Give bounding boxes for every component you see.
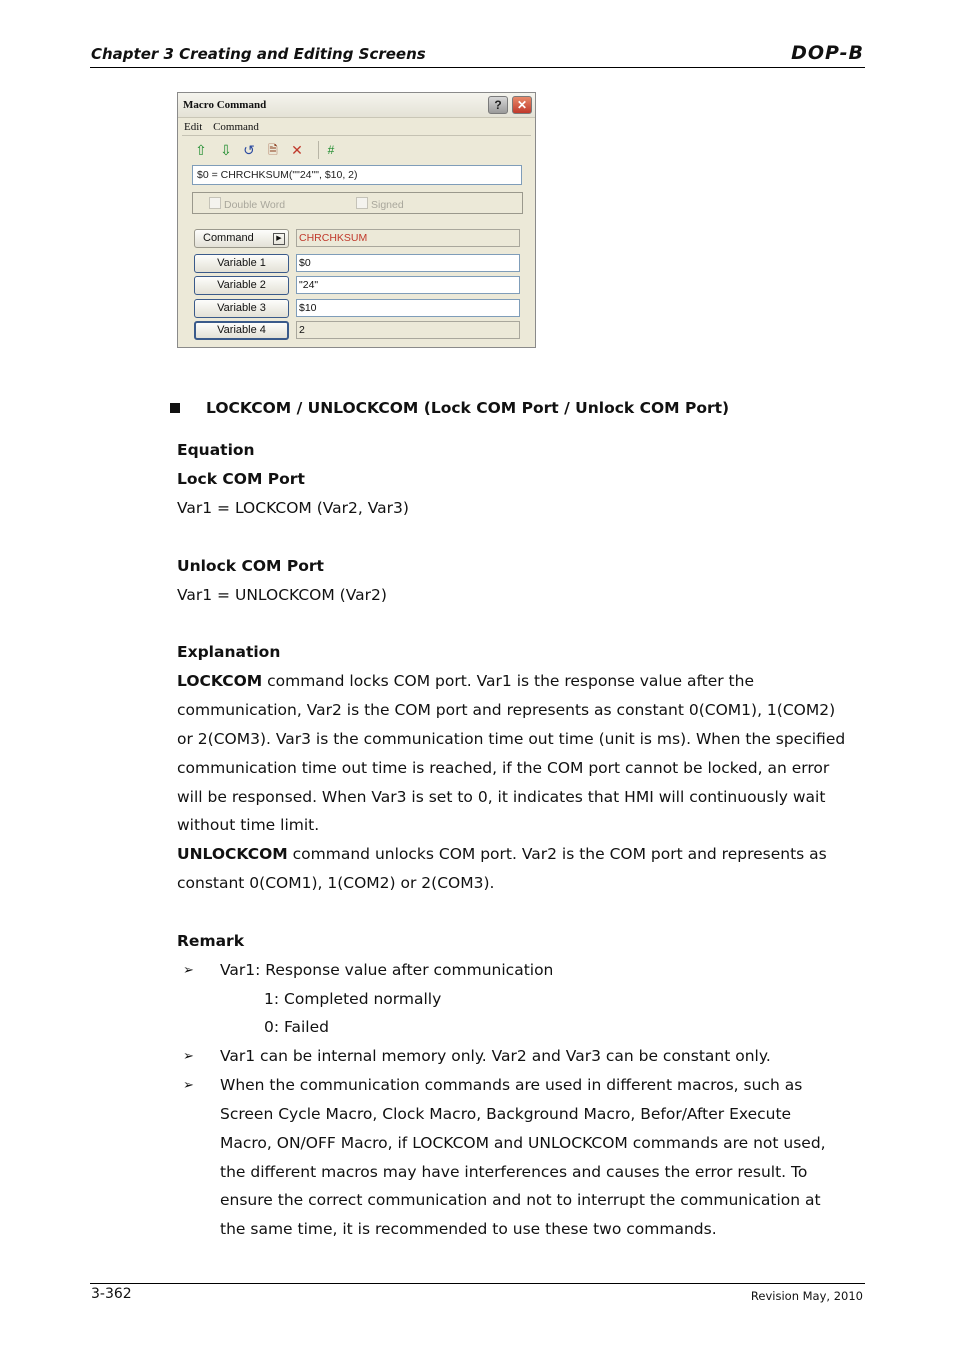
header-rule bbox=[90, 67, 865, 68]
explanation-line: without time limit. bbox=[177, 816, 320, 834]
remark-line: Macro, ON/OFF Macro, if LOCKCOM and UNLOCKCOM commands are not used, bbox=[220, 1134, 826, 1152]
move-down-icon[interactable]: ⇩ bbox=[220, 142, 232, 158]
help-button[interactable]: ? bbox=[488, 96, 508, 114]
variable-2-button[interactable]: Variable 2 bbox=[194, 276, 289, 295]
remark-line: Screen Cycle Macro, Clock Macro, Background Macro, Befor/After Execute bbox=[220, 1105, 792, 1123]
arrow-bullet-icon: ➢ bbox=[183, 1078, 194, 1093]
page-number: 3-362 bbox=[91, 1286, 132, 1302]
submenu-arrow-icon: ▶ bbox=[273, 233, 285, 245]
explanation-line: communication time out time is reached, if the COM port cannot be locked, an error bbox=[177, 759, 830, 777]
variable-3-field[interactable]: $10 bbox=[296, 299, 520, 317]
explanation-line: LOCKCOM command locks COM port. Var1 is the response value after the bbox=[177, 672, 754, 690]
unlock-label: Unlock COM Port bbox=[177, 557, 324, 575]
variable-4-button[interactable]: Variable 4 bbox=[194, 321, 289, 340]
variable-1-field[interactable]: $0 bbox=[296, 254, 520, 272]
remark-line: the same time, it is recommended to use these two commands. bbox=[220, 1220, 717, 1238]
revision-date: Revision May, 2010 bbox=[750, 1289, 863, 1303]
remark-line: ensure the correct communication and not to interrupt the communication at bbox=[220, 1191, 821, 1209]
remark-line: When the communication commands are used in different macros, such as bbox=[220, 1076, 803, 1094]
menu-divider bbox=[182, 135, 531, 136]
remark-subitem: 1: Completed normally bbox=[264, 990, 442, 1008]
arrow-bullet-icon: ➢ bbox=[183, 963, 194, 978]
footer-rule bbox=[90, 1283, 865, 1284]
variable-1-button[interactable]: Variable 1 bbox=[194, 254, 289, 273]
signed-checkbox[interactable]: Signed bbox=[356, 197, 404, 211]
explanation-line: will be responsed. When Var3 is set to 0, it indicates that HMI will continuously wait bbox=[177, 788, 826, 806]
brand-logo: DOP-B bbox=[791, 42, 864, 64]
chapter-title: Chapter 3 Creating and Editing Screens bbox=[91, 45, 426, 63]
menu-edit[interactable]: Edit bbox=[184, 121, 203, 133]
refresh-icon[interactable]: ↺ bbox=[243, 142, 255, 158]
move-up-icon[interactable]: ⇧ bbox=[195, 142, 207, 158]
remark-item: Var1: Response value after communication bbox=[220, 961, 554, 979]
menu-bar bbox=[184, 121, 267, 133]
arrow-bullet-icon: ➢ bbox=[183, 1049, 194, 1064]
bullet-square bbox=[170, 403, 180, 413]
remark-item: Var1 can be internal memory only. Var2 and Var3 can be constant only. bbox=[220, 1047, 771, 1065]
double-word-checkbox[interactable]: Double Word bbox=[209, 197, 285, 211]
explanation-line: UNLOCKCOM command unlocks COM port. Var2 is the COM port and represents as bbox=[177, 845, 827, 863]
remark-subitem: 0: Failed bbox=[264, 1018, 329, 1036]
command-button[interactable]: Command ▶ bbox=[194, 229, 289, 248]
remark-line: the different macros may have interferences and causes the error result. To bbox=[220, 1163, 808, 1181]
explanation-label: Explanation bbox=[177, 643, 281, 661]
options-group bbox=[192, 192, 523, 214]
unlock-equation: Var1 = UNLOCKCOM (Var2) bbox=[177, 586, 387, 604]
toolbar-divider bbox=[318, 141, 319, 159]
remark-label: Remark bbox=[177, 932, 245, 950]
menu-command[interactable]: Command bbox=[213, 121, 259, 133]
lock-equation: Var1 = LOCKCOM (Var2, Var3) bbox=[177, 499, 409, 517]
variable-2-field[interactable]: "24" bbox=[296, 276, 520, 294]
close-button[interactable]: ✕ bbox=[512, 96, 532, 114]
explanation-line: communication, Var2 is the COM port and represents as constant 0(COM1), 1(COM2) bbox=[177, 701, 836, 719]
macro-command-dialog bbox=[177, 92, 536, 348]
explanation-line: or 2(COM3). Var3 is the communication time out time (unit is ms). When the specified bbox=[177, 730, 846, 748]
command-value: CHRCHKSUM bbox=[296, 229, 520, 247]
hash-icon[interactable]: # bbox=[327, 143, 335, 157]
section-heading: LOCKCOM / UNLOCKCOM (Lock COM Port / Unlock COM Port) bbox=[206, 399, 730, 417]
document-icon[interactable]: 🗎 bbox=[268, 143, 278, 157]
dialog-title: Macro Command bbox=[183, 99, 267, 111]
equation-label: Equation bbox=[177, 441, 255, 459]
delete-icon[interactable]: ✕ bbox=[291, 142, 303, 158]
variable-3-button[interactable]: Variable 3 bbox=[194, 299, 289, 318]
expression-field[interactable]: $0 = CHRCHKSUM(""24"", $10, 2) bbox=[192, 165, 522, 185]
variable-4-field[interactable]: 2 bbox=[296, 321, 520, 339]
lock-label: Lock COM Port bbox=[177, 470, 305, 488]
dialog-titlebar bbox=[178, 93, 535, 118]
explanation-line: constant 0(COM1), 1(COM2) or 2(COM3). bbox=[177, 874, 495, 892]
